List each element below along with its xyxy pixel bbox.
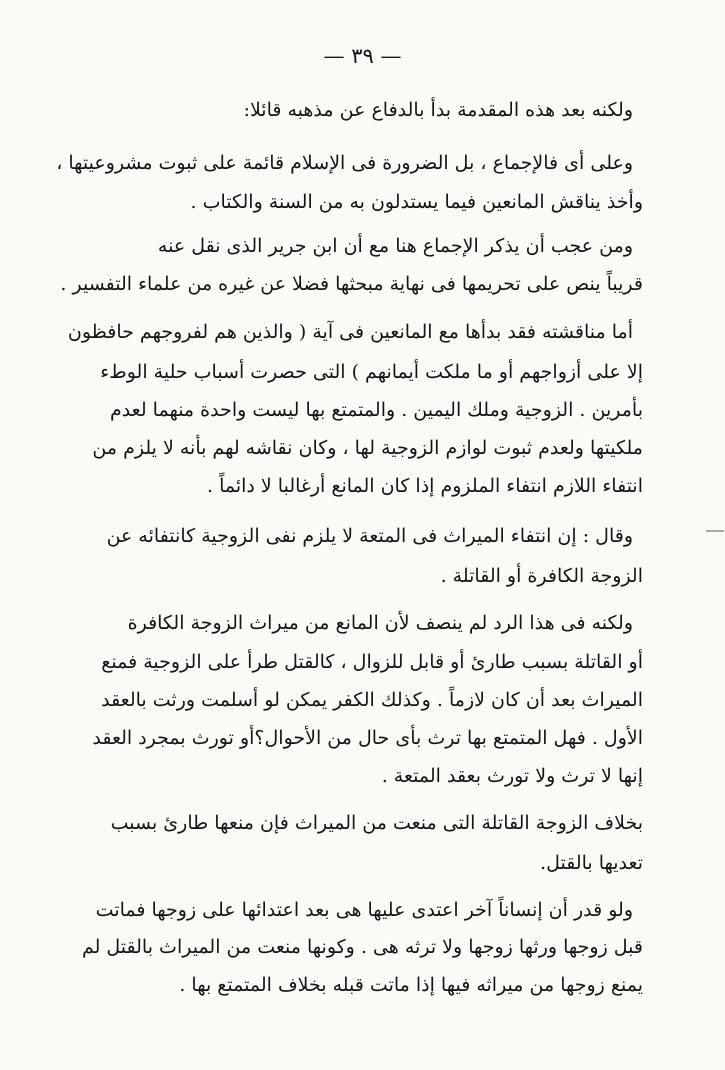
paragraph-8-line-1: ولو قدر أن إنساناً آخر اعتدى عليها هى بعد اعتدائها على زوجها فماتت [95,899,633,921]
paragraph-5-line-1: وقال : إن انتفاء الميراث فى المتعة لا يلزم نفى الزوجية كانتفائه عن [106,525,633,547]
paragraph-5-line-2: الزوجة الكافرة أو القاتلة . [440,565,643,587]
paragraph-1-line-1: ولكنه بعد هذه المقدمة بدأ بالدفاع عن مذهبه قائلا: [243,99,633,121]
paragraph-3-line-2: قريباً ينص على تحريمها فى نهاية مبحثها فضلا عن غيره من علماء التفسير . [60,273,643,295]
paragraph-8-line-3: يمنع زوجها من ميراثه فيها إذا ماتت قبله بخلاف المتمتع بها . [179,974,643,996]
paragraph-6-line-4: الأول . فهل المتمتع بها ترث بأى حال من الأحوال؟أو تورث بمجرد العقد [92,727,643,749]
paragraph-4-line-1: أما مناقشته فقد بدأها مع المانعين فى آية ( والذين هم لفروجهم حافظون [67,321,633,343]
paragraph-6-line-1: ولكنه فى هذا الرد لم ينصف لأن المانع من ميراث الزوجة الكافرة [127,612,633,634]
page-number: — ٣٩ — [323,44,402,68]
paragraph-6-line-3: الميراث بعد أن كان لازماً . وكذلك الكفر يمكن لو أسلمت ورثت بالعقد [101,689,643,711]
page-mark [706,530,724,532]
paragraph-6-line-5: إنها لا ترث ولا تورث بعقد المتعة . [381,765,643,787]
paragraph-4-line-3: بأمرين . الزوجية وملك اليمين . والمتمتع بها ليست واحدة منهما لعدم [109,399,643,421]
paragraph-4-line-4: ملكيتها ولعدم ثبوت لوازم الزوجية لها ، وكان نقاشه لهم بأنه لا يلزم من [92,437,643,459]
paragraph-8-line-2: قبل زوجها ورثها زوجها ولا ترثه هى . وكونها منعت من الميراث بالقتل لم [81,936,643,958]
paragraph-4-line-5: انتفاء اللازم انتفاء الملزوم إذا كان المانع أرغالبا لا دائماً . [207,475,643,497]
paragraph-2-line-2: وأخذ يناقش المانعين فيما يستدلون به من السنة والكتاب . [190,191,643,213]
paragraph-4-line-2: إلا على أزواجهم أو ما ملكت أيمانهم ) التى حصرت أسباب حلية الوطء [100,361,643,383]
paragraph-2-line-1: وعلى أى فالإجماع ، بل الضرورة فى الإسلام قائمة على ثبوت مشروعيتها ، [56,152,633,174]
paragraph-7-line-2: تعديها بالقتل. [540,852,643,874]
paragraph-6-line-2: أو القاتلة بسبب طارئ أو قابل للزوال ، كالقتل طرأ على الزوجية فمنع [101,651,643,673]
paragraph-3-line-1: ومن عجب أن يذكر الإجماع هنا مع أن ابن جرير الذى نقل عنه [157,235,633,257]
paragraph-7-line-1: بخلاف الزوجة القاتلة التى منعت من الميراث فإن منعها طارئ بسبب [110,812,643,834]
